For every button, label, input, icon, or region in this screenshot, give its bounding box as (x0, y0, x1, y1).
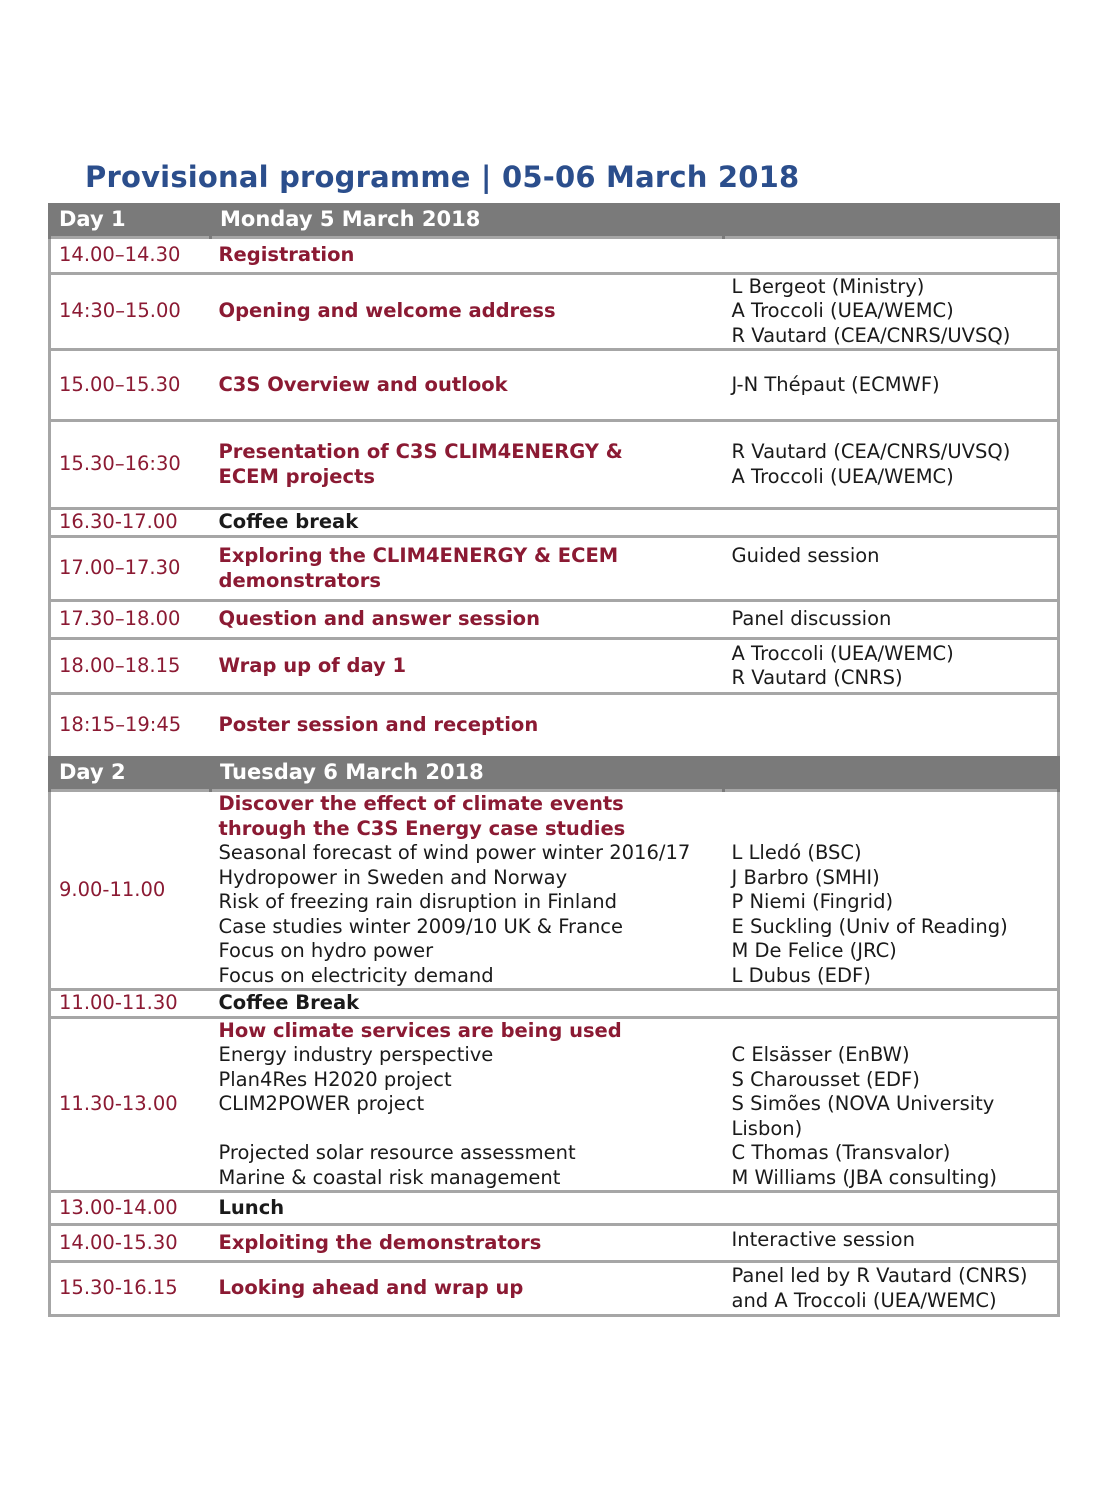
session-title: Exploiting the demonstrators (211, 1225, 724, 1262)
session-time: 18.00–18.15 (50, 639, 211, 694)
session-row (50, 601, 1059, 639)
session-time: 17.00–17.30 (50, 537, 211, 601)
session-item: Seasonal forecast of wind power winter 2016/17 (218, 841, 691, 864)
speaker: M De Felice (JRC) (731, 939, 897, 962)
session-speakers (724, 791, 1059, 990)
session-title: Question and answer session (211, 601, 724, 639)
session-title: Registration (211, 237, 724, 273)
day-date: Monday 5 March 2018 (211, 203, 724, 237)
session-item: Marine & coastal risk management (218, 1165, 561, 1189)
session-speakers (724, 1262, 1059, 1316)
session-speakers (724, 1017, 1059, 1192)
speaker: R Vautard (CEA/CNRS/UVSQ) (731, 323, 1011, 347)
day-header-blank (724, 756, 1059, 791)
session-title-line: Presentation of C3S CLIM4ENERGY & (218, 440, 623, 463)
session-item: Focus on hydro power (218, 939, 434, 962)
session-row (50, 791, 1059, 990)
speaker: L Lledó (BSC) (731, 841, 862, 864)
session-title (211, 421, 724, 509)
speaker: A Troccoli (UEA/WEMC) (731, 641, 954, 665)
session-row (50, 350, 1059, 421)
session-time: 14:30–15.00 (50, 273, 211, 350)
session-speakers (724, 639, 1059, 694)
speaker: J Barbro (SMHI) (731, 865, 880, 889)
speaker: R Vautard (CNRS) (731, 666, 903, 689)
session-time: 14.00–14.30 (50, 237, 211, 273)
session-row (50, 639, 1059, 694)
session-speakers (724, 694, 1059, 756)
session-title: Wrap up of day 1 (211, 639, 724, 694)
session-speakers (724, 1192, 1059, 1225)
session-item: Case studies winter 2009/10 UK & France (218, 914, 624, 938)
session-row (50, 537, 1059, 601)
session-time: 9.00-11.00 (50, 791, 211, 990)
session-row (50, 237, 1059, 273)
session-content (211, 1017, 724, 1192)
speaker: S Simões (NOVA University Lisbon) (731, 1092, 995, 1140)
session-title-line: demonstrators (218, 568, 381, 592)
session-speakers (724, 537, 1059, 601)
session-item: Hydropower in Sweden and Norway (218, 865, 568, 889)
session-subtitle: Discover the effect of climate events (218, 792, 624, 815)
session-time: 11.00-11.30 (50, 990, 211, 1018)
session-title: C3S Overview and outlook (211, 350, 724, 421)
session-time: 18:15–19:45 (50, 694, 211, 756)
speaker: C Elsässer (EnBW) (731, 1043, 910, 1066)
session-row (50, 1017, 1059, 1192)
speaker: R Vautard (CEA/CNRS/UVSQ) (731, 440, 1011, 463)
session-time: 15.30-16.15 (50, 1262, 211, 1316)
spacer (732, 792, 1052, 817)
speaker: P Niemi (Fingrid) (731, 890, 894, 913)
session-title: Lunch (211, 1192, 724, 1225)
session-title: Poster session and reception (211, 694, 724, 756)
session-item: Risk of freezing rain disruption in Finland (218, 890, 618, 913)
session-item: CLIM2POWER project (218, 1092, 425, 1115)
session-title-line: Exploring the CLIM4ENERGY & ECEM (218, 544, 619, 567)
session-speakers (724, 350, 1059, 421)
speaker: Interactive session (731, 1228, 915, 1251)
session-title: Looking ahead and wrap up (211, 1262, 724, 1316)
session-speakers (724, 509, 1059, 537)
speaker: C Thomas (Transvalor) (731, 1141, 951, 1164)
day-label: Day 2 (50, 756, 211, 791)
speaker: Guided session (731, 544, 880, 567)
session-item: Energy industry perspective (218, 1043, 494, 1066)
spacer (219, 1117, 718, 1142)
session-time: 13.00-14.00 (50, 1192, 211, 1225)
day-label: Day 1 (50, 203, 211, 237)
session-title: Opening and welcome address (211, 273, 724, 350)
speaker: Panel discussion (731, 607, 892, 631)
session-row (50, 1192, 1059, 1225)
session-speakers (724, 237, 1059, 273)
session-time: 15.00–15.30 (50, 350, 211, 421)
spacer (732, 1019, 1052, 1044)
session-subtitle: through the C3S Energy case studies (218, 816, 626, 840)
day-header-row (50, 203, 1059, 237)
session-speakers (724, 421, 1059, 509)
speaker: S Charousset (EDF) (731, 1067, 920, 1091)
session-speakers (724, 1225, 1059, 1262)
spacer (732, 817, 1052, 842)
session-title: Coffee break (211, 509, 724, 537)
session-subtitle: How climate services are being used (218, 1018, 622, 1042)
session-row (50, 1225, 1059, 1262)
session-row (50, 421, 1059, 509)
day-header-blank (724, 203, 1059, 237)
session-item: Focus on electricity demand (218, 963, 494, 987)
speaker: M Williams (JBA consulting) (731, 1165, 997, 1189)
speaker: L Dubus (EDF) (731, 963, 871, 987)
day-date: Tuesday 6 March 2018 (211, 756, 724, 791)
session-time: 11.30-13.00 (50, 1017, 211, 1192)
session-title: Coffee Break (211, 990, 724, 1018)
session-item: Plan4Res H2020 project (218, 1067, 452, 1091)
speaker: J-N Thépaut (ECMWF) (731, 372, 940, 396)
session-content (211, 791, 724, 990)
speaker: and A Troccoli (UEA/WEMC) (731, 1288, 997, 1312)
speaker: E Suckling (Univ of Reading) (731, 914, 1008, 938)
speaker: A Troccoli (UEA/WEMC) (731, 299, 954, 322)
session-speakers (724, 601, 1059, 639)
session-row (50, 1262, 1059, 1316)
session-row (50, 990, 1059, 1018)
session-title-line: ECEM projects (218, 464, 376, 488)
programme-table (48, 203, 1060, 1317)
session-item: Projected solar resource assessment (218, 1141, 576, 1164)
speaker: A Troccoli (UEA/WEMC) (731, 464, 954, 488)
session-title (211, 537, 724, 601)
page-title: Provisional programme | 05-06 March 2018 (85, 160, 800, 194)
session-speakers (724, 990, 1059, 1018)
session-row (50, 694, 1059, 756)
session-row (50, 509, 1059, 537)
speaker: Panel led by R Vautard (CNRS) (731, 1264, 1028, 1287)
session-row (50, 273, 1059, 350)
speaker: L Bergeot (Ministry) (731, 274, 925, 298)
session-time: 17.30–18.00 (50, 601, 211, 639)
session-time: 16.30-17.00 (50, 509, 211, 537)
session-time: 14.00-15.30 (50, 1225, 211, 1262)
day-header-row (50, 756, 1059, 791)
session-time: 15.30–16:30 (50, 421, 211, 509)
session-speakers (724, 273, 1059, 350)
